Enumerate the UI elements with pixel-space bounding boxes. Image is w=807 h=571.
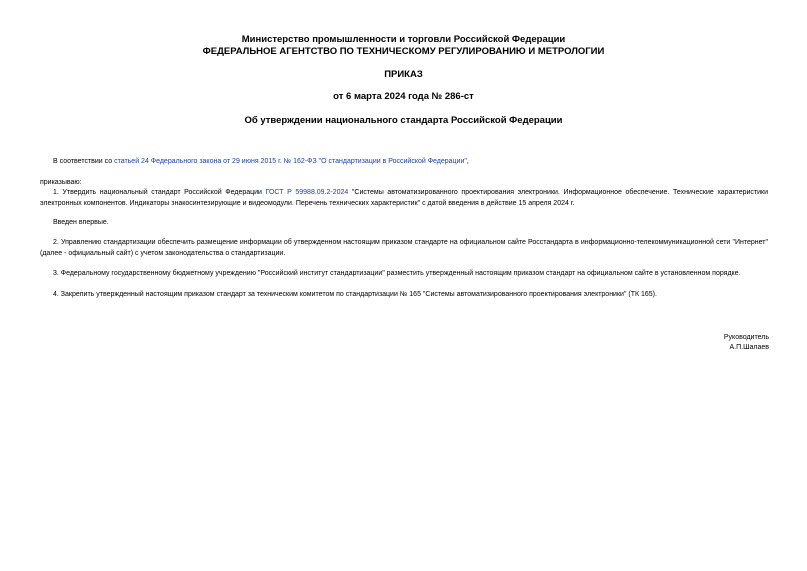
ministry-name: Министерство промышленности и торговли Российской Федерации (241, 34, 566, 45)
agency-name: ФЕДЕРАЛЬНОЕ АГЕНТСТВО ПО ТЕХНИЧЕСКОМУ РЕГУЛИРОВАНИЮ И МЕТРОЛОГИИ (202, 46, 605, 57)
preamble-suffix: , (466, 158, 469, 165)
signature-name: А.П.Шалаев (729, 344, 769, 351)
preamble (40, 157, 768, 168)
item-1-suffix: "Системы автоматизированного проектирования электроники. Информационное обеспечение. Технические характеристики электронных компонентов. Индикаторы знакосинтезирующие и видеомодули. Перечень технических характеристик" с датой введения в действие 15 апреля 2024 г. (40, 189, 769, 207)
item-1 (40, 188, 768, 209)
signature-role: Руководитель (723, 334, 769, 341)
item-1-prefix: 1. Утвердить национальный стандарт Российской Федерации (53, 189, 266, 196)
preamble-prefix: В соответствии со (53, 158, 115, 165)
item-3: 3. Федеральному государственному бюджетному учреждению "Российский институт стандартизации" разместить утвержденный настоящим приказом стандарт на официальном сайте в установленном порядке. (53, 270, 741, 277)
item-4: 4. Закрепить утвержденный настоящим приказом стандарт за техническим комитетом по стандартизации № 165 "Системы автоматизированного проектирования электроники" (ТК 165). (53, 291, 657, 298)
order-word: приказываю: (40, 179, 82, 186)
document-title: Об утверждении национального стандарта Российской Федерации (244, 115, 563, 126)
item-2: 2. Управлению стандартизации обеспечить размещение информации об утвержденном настоящим приказом стандарте на официальном сайте Росстандарта в информационно-телекоммуникационной сети "Интернет" (далее - официальный сайт) с учетом законодательства о стандартизации. (40, 239, 768, 257)
introduced-note: Введен впервые. (53, 219, 109, 226)
law-link[interactable]: статьей 24 Федерального закона от 29 июня 2015 г. № 162-ФЗ "О стандартизации в Российской Федерации" (114, 158, 467, 165)
gost-link[interactable]: ГОСТ Р 59988.09.2-2024 (265, 189, 349, 196)
date-number: от 6 марта 2024 года № 286-ст (333, 91, 474, 102)
document-type: ПРИКАЗ (384, 69, 423, 80)
